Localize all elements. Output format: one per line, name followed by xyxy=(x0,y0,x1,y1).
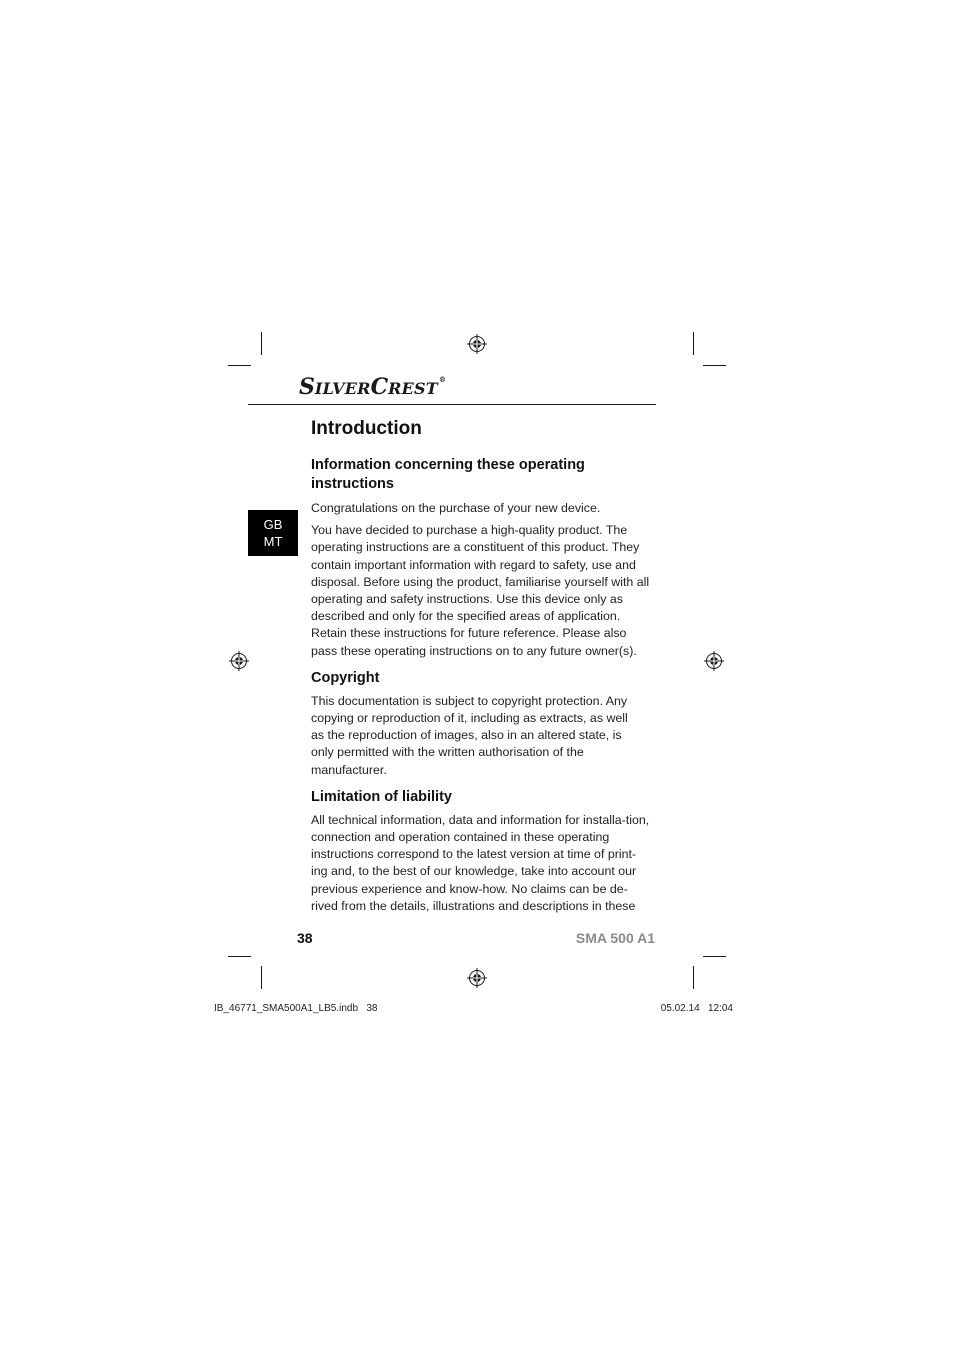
section-heading-information: Information concerning these operating instructions xyxy=(311,457,585,492)
crop-mark-top-left-horizontal xyxy=(228,365,251,366)
crop-mark-top-right-horizontal xyxy=(703,365,726,366)
crop-mark-bottom-right-vertical xyxy=(693,966,694,989)
registration-target-icon xyxy=(467,968,487,988)
print-slug-date: 05.02.14 12:04 xyxy=(660,1003,733,1014)
registration-target-icon xyxy=(229,651,249,671)
paragraph: You have decided to purchase a high-quality product. The operating instructions are a constituent of this product. They contain important information with regard to safety, use and disposal. Before using the product, familiarise yourself with all operating and safety instructions. Use this device only as described and only for the specified areas of application. Retain these instructions for future reference. Please also pass these operating instructions on to any future owner(s). xyxy=(311,523,650,658)
print-slug-file: IB_46771_SMA500A1_LB5.indb 38 xyxy=(214,1003,378,1014)
crop-mark-top-left-vertical xyxy=(261,332,262,355)
brand-letters: ILVER xyxy=(314,379,371,398)
crop-mark-bottom-left-vertical xyxy=(261,966,262,989)
brand-logo xyxy=(299,376,446,398)
paragraph: Congratulations on the purchase of your new device. xyxy=(311,501,601,515)
crop-mark-bottom-left-horizontal xyxy=(228,956,251,957)
section-heading-liability: Limitation of liability xyxy=(311,788,452,805)
language-code-mt: MT xyxy=(263,534,283,549)
paragraph: All technical information, data and information for installa-tion, connection and operation contained in these operating instructions correspond to the latest version at time of print-ing and, to the best of our knowledge, take into account our previous experience and know-how. No claims can be de-rived from the details, illustrations and descriptions in these xyxy=(311,812,650,913)
paragraph: This documentation is subject to copyright protection. Any copying or reproduction of it, including as extracts, as well as the reproduction of images, also in an altered state, is only permitted with the written authorisation of the manufacturer. xyxy=(311,693,628,777)
model-number: SMA 500 A1 xyxy=(575,930,655,946)
header-rule xyxy=(248,404,656,405)
brand-letter: C xyxy=(370,374,389,400)
registered-mark: ® xyxy=(438,375,446,384)
crop-mark-bottom-right-horizontal xyxy=(703,956,726,957)
crop-mark-top-right-vertical xyxy=(693,332,694,355)
page-number: 38 xyxy=(297,930,313,946)
language-tab xyxy=(248,510,298,556)
brand-letter: S xyxy=(299,374,315,400)
registration-target-icon xyxy=(704,651,724,671)
page-title: Introduction xyxy=(311,418,422,439)
brand-letters: REST xyxy=(388,379,438,398)
language-code-gb: GB xyxy=(263,517,283,532)
registration-target-icon xyxy=(467,334,487,354)
main-content xyxy=(311,416,651,915)
section-heading-copyright: Copyright xyxy=(311,669,380,686)
